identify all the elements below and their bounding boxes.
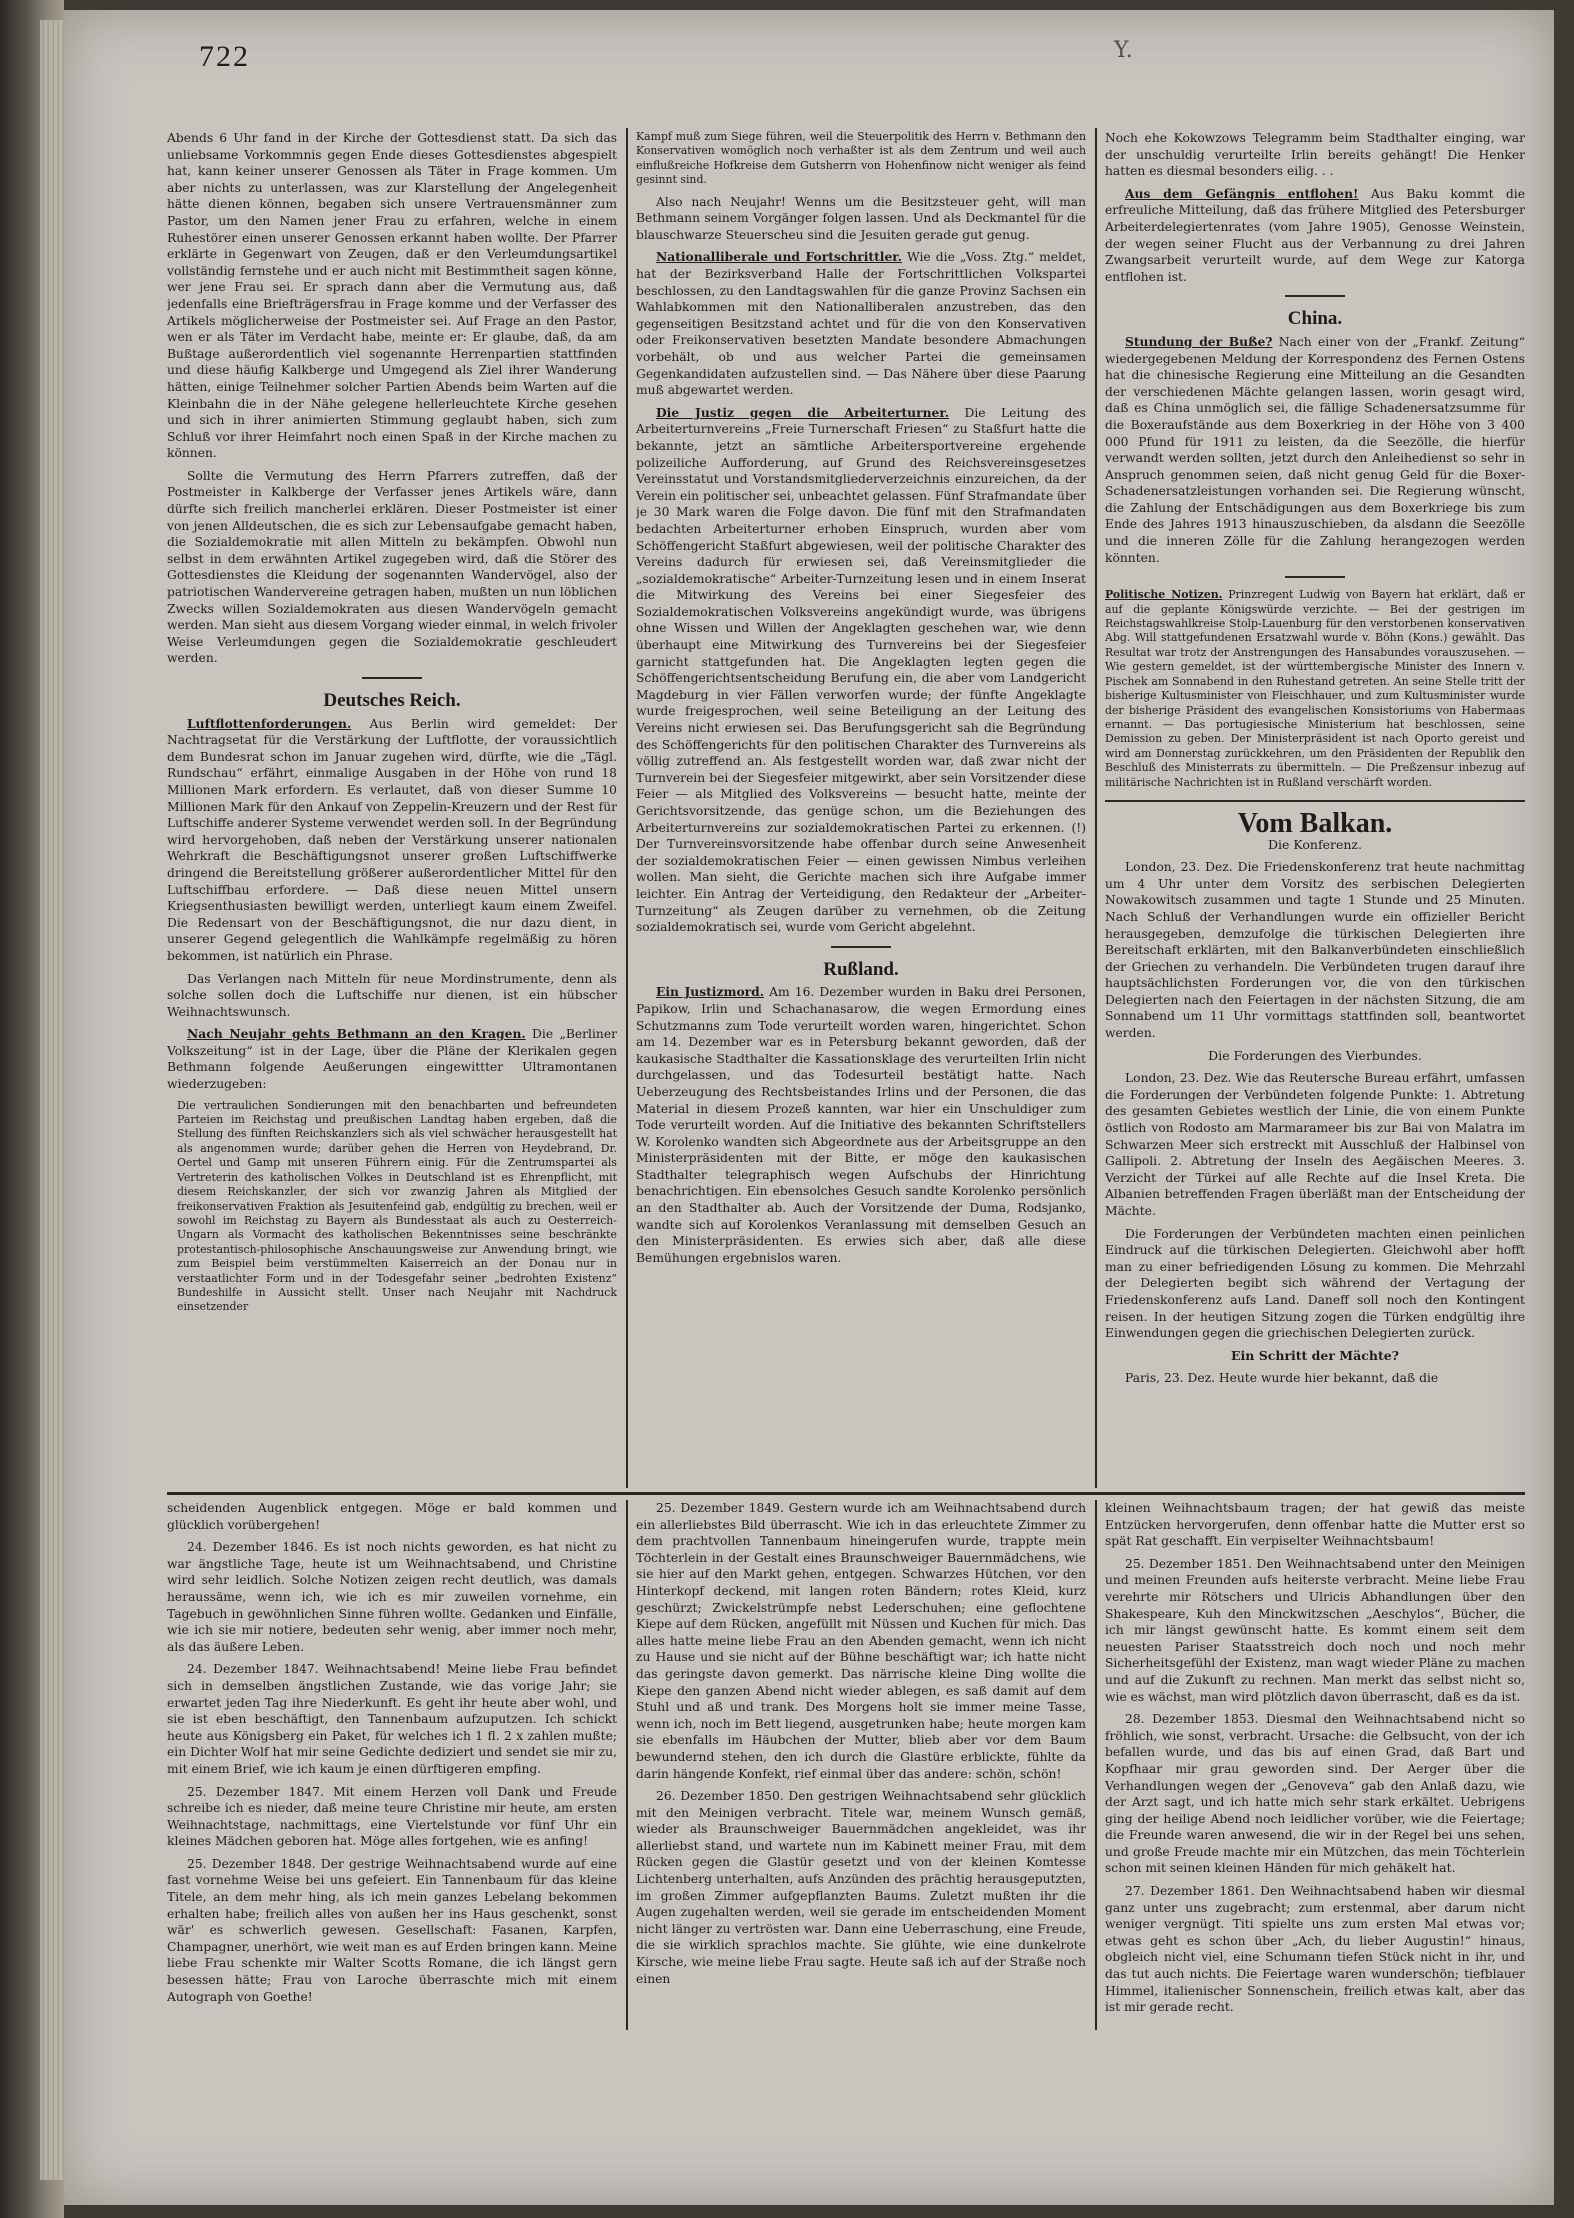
paragraph: Also nach Neujahr! Wenns um die Besitzsteuer geht, will man Bethmann seinem Vorgänger folgen lassen. Und als Deckmantel für die blauschwarze Steuerscheu sind die Jesuiten gerade gut genug.: [636, 194, 1086, 242]
feuilleton-rule: [167, 1492, 1525, 1495]
paragraph: 26. Dezember 1850. Den gestrigen Weihnachtsabend sehr glücklich mit den Meinigen verbracht. Titele war, meinem Wunsch gemäß, wieder als Braunschweiger Bauernmädchen angekleidet, was ihr allerliebst stand, und wartete nun im Kabinett meiner Frau, mit dem Rücken gegen die Glastür gesetzt und von der kleinen Komtesse Lichtenberg unterhalten, aufs Anzünden des prächtig herausgeputzten, im großen Zimmer aufgepflanzten Baums. Zuletzt mußten ihr die Augen zugehalten werden, weil sie gerade im entscheidenden Moment nicht länger zu vertrösten war. Dann eine Ueberraschung, eine Freude, die sie wirklich sprachlos machte. Sie glühte, wie eine dunkelrote Kirsche, wie meine liebe Frau sagte. Heute saß ich auf der Straße noch einen: [636, 1789, 1086, 1986]
page-stack-edge: [40, 20, 66, 2180]
paragraph: [636, 405, 1086, 936]
article-title: Politische Notizen.: [1105, 588, 1223, 602]
column-rule: [1095, 1500, 1097, 2030]
paragraph: scheidenden Augenblick entgegen. Möge er bald kommen und glücklich vorübergehen!: [167, 1501, 617, 1532]
article-body: Wie die „Voss. Ztg.“ meldet, hat der Bezirksverband Halle der Fortschrittlichen Volkspartei beschlossen, zu den Landtagswahlen für die ganze Provinz Sachsen ein Wahlabkommen mit den Nationalliberalen anzustreben, das den gegenseitigen Besitzstand achtet und für die von den Konservativen oder Freikonservativen besetzten Mandate besondere Abmachungen vorbehält, ob und aus welcher Partei die gemeinsamen Gegenkandidaten aufzustellen sind. — Das Nähere über diese Paarung muß abgewartet werden.: [636, 250, 1086, 398]
paragraph: Die Forderungen der Verbündeten machten einen peinlichen Eindruck auf die türkischen Delegierten. Gleichwohl aber hofft man zu einer befriedigenden Lösung zu kommen. Die Mehrzahl der Delegierten begibt sich während der Vertagung der Friedenskonferenz aufs Land. Daneff soll noch den Kontingent reisen. In der heutigen Sitzung zogen die Türken endgültig ihre Einwendungen gegen die griechischen Delegierten zurück.: [1105, 1226, 1525, 1341]
quotation: Die vertraulichen Sondierungen mit den benachbarten und befreundeten Parteien im Reichstag und preußischen Landtag haben ergeben, daß die Stellung des fünften Reichskanzlers sich als viel schwächer herausgestellt hat als angenommen wurde; darüber gehen die Herren von Heydebrand, Dr. Oertel und Gamp mit unseren Führern einig. Für die Zentrumspartei als Vertreterin des katholischen Volkes in Deutschland ist es Ehrenpflicht, mit diesem Reichskanzler, der sich vor zwanzig Jahren als Mitglied der freikonservativen Fraktion als Jesuitenfeind gab, endgültig zu brechen, weil er sowohl im Reichstag zu Bayern als Bundesstaat als auch zu Oesterreich-Ungarn als Vormacht des katholischen Bekenntnisses seine beschränkte protestantisch-philosophische Anschauungsweise zur Anwendung bringt, wie zum Beispiel beim verstümmelten Kaiserreich an der Donau nur in verstaatlichter Form und in der Todesgefahr seiner „bedrohten Existenz“ Bundeshilfe in Aussicht stellt. Unser nach Neujahr mit Nachdruck einsetzender: [177, 1098, 617, 1314]
column-3: [1105, 130, 1525, 1485]
feuilleton-column-3: [1105, 1500, 1525, 2035]
paragraph: Abends 6 Uhr fand in der Kirche der Gottesdienst statt. Da sich das unliebsame Vorkommnis gegen Ende dieses Gottesdienstes abgespielt hat, kann keiner unserer Genossen als Täter in Frage kommen. Um aber nichts zu unterlassen, was zur Klarstellung der Angelegenheit hätte dienen können, begaben sich unsere Vertrauensmänner zum Pastor, um den Namen jener Frau zu erfahren, welche in einem Ruhestörer einen unserer Genossen erkannt haben wollte. Der Pfarrer erklärte in Gegenwart von Zeugen, daß er den Verleumdungsartikel vollständig fernstehe und er auch nicht mit Bestimmtheit sagen könne, wer jene Frau sei. Er sprach dann aber die Vermutung aus, daß jedenfalls eine Briefträgersfrau in Frage komme und der Verfasser des Artikels möglicherweise der Postmeister sei. Auf Frage an den Pastor, wen er als Täter im Verdacht habe, meinte er: Er glaube, daß, da am Bußtage außerordentlich viel sogenannte Herrenpartien stattfinden und diese häufig Kalkberge und Umgegend als Ziel ihrer Wanderung hätten, einige Teilnehmer solcher Partien Abends beim Warten auf die Kleinbahn die in der Nähe gelegene hellerleuchtete Kirche gesehen und sich in ihrer animierten Stimmung geglaubt haben, sich zum Schluß vor ihrer Heimfahrt noch einen Spaß in der Kirche machen zu können.: [167, 131, 617, 461]
paragraph: Paris, 23. Dez. Heute wurde hier bekannt, daß die: [1125, 1371, 1439, 1386]
column-2: [636, 130, 1086, 1485]
article-title: Nach Neujahr gehts Bethmann an den Kragen.: [187, 1026, 526, 1042]
article-body: Aus Baku kommt die erfreuliche Mitteilung, daß das frühere Mitglied des Petersburger Arbeiterdelegiertenrates (vom Jahre 1905), Genosse Weinstein, der wegen seiner Flucht aus der Verbannung zu drei Jahren Zwangsarbeit verurteilt wurde, auf dem Wege zur Katorga entflohen ist.: [1105, 186, 1525, 284]
paragraph: 25. Dezember 1848. Der gestrige Weihnachtsabend wurde auf eine fast vornehme Weise bei uns gefeiert. Ein Tannenbaum für das kleine Titele, an dem mehr hing, als ich mein ganzes Lebelang bekommen erhalten habe; freilich alles von außen her ins Haus geschenkt, sonst wär' es schwerlich gewesen. Gesellschaft: Fasanen, Karpfen, Champagner, unerhört, wie weit man es auf Erden bringen kann. Meine liebe Frau schenkte mir Walter Scotts Romane, die ich längst gern besessen hätte; Frau von Laroche überraschte mich mit einem Autograph von Goethe!: [167, 1856, 617, 2004]
paragraph: Noch ehe Kokowzows Telegramm beim Stadthalter einging, war der unschuldig verurteilte Irlin bereits gehängt! Die Henker hatten es diesmal besonders eilig. . .: [1105, 131, 1525, 179]
section-heading: Vom Balkan.: [1237, 807, 1393, 839]
paragraph: [1105, 334, 1525, 566]
paragraph: [636, 249, 1086, 398]
section-divider: [1105, 800, 1525, 802]
column-rule: [626, 128, 628, 1488]
section-heading: Rußland.: [823, 958, 899, 980]
paragraph: [1105, 588, 1525, 790]
paragraph: Das Verlangen nach Mitteln für neue Mordinstrumente, denn als solche sollen doch die Luftschiffe nur dienen, ist ein hübscher Weihnachtswunsch.: [167, 971, 617, 1019]
quotation: Kampf muß zum Siege führen, weil die Steuerpolitik des Herrn v. Bethmann den Konservativen womöglich noch verhaßter ist als dem Zentrum und weil auch einflußreiche Hofkreise dem Gutsherrn von Hohenfinow nicht weniger als feind gesinnt sind.: [636, 130, 1086, 187]
article-title: Aus dem Gefängnis entflohen!: [1125, 185, 1359, 201]
paragraph: London, 23. Dez. Wie das Reutersche Bureau erfährt, umfassen die Forderungen der Verbündeten folgende Punkte: 1. Abtretung des gesamten Gebietes westlich der Linie, die von einem Punkte östlich von Rodosto am Marmarameer bis zur Bai von Malatra im Schwarzen Meer sich erstreckt mit Ausschluß der Halbinsel von Gallipoli. 2. Abtretung der Inseln des Aegäischen Meeres. 3. Verzicht der Türkei auf alle Rechte auf die Insel Kreta. Die Albanien betreffenden Fragen überläßt man der Entscheidung der Mächte.: [1105, 1071, 1525, 1218]
article-body: Die Leitung des Arbeiterturnvereins „Freie Turnerschaft Friesen“ zu Staßfurt hatte die bekannte, jetzt an sämtliche Arbeitersportvereine ergehende polizeiliche Aufforderung, auf Grund des Reichsvereinsgesetzes Vereinsstatut und Vorstandsmitgliederverzeichnis einzureichen, da der Verein ein politischer sei, unbeachtet gelassen. Fünf Strafmandate über je 30 Mark waren die Folge davon. Die fünf mit den Strafmandaten bedachten Arbeiterturner erhoben Einspruch, wurden aber vom Schöffengericht Staßfurt abgewiesen, weil der politische Charakter des Vereins dadurch für erwiesen sei, daß Vereinsmitglieder die „sozialdemokratische“ Arbeiter-Turnzeitung lesen und in einem Inserat die Mitwirkung des Vereins bei einer Siegesfeier des Sozialdemokratischen Volksvereins angekündigt wurde, was übrigens ohne Wissen und Willen der Angeklagten geschehen war, wie denn überhaupt eine Mitwirkung des Turnvereins bei der Siegesfeier garnicht stattgefunden hat. Die Angeklagten legten gegen die Schöffengerichtsentscheidung Berufung ein, die aber vom Landgericht Magdeburg in vier Fällen verworfen wurde; der fünfte Angeklagte wurde freigesprochen, weil seine Beteiligung an der Leitung des Vereins nicht erwiesen sei. Das Berufungsgericht sah die Begründung des Schöffengerichts für den politischen Charakter des Turnvereins als völlig zutreffend an. Als festgestellt worden war, daß zwar nicht der Turnverein bei der Siegesfeier mitgewirkt, aber sein Vorsitzender diese Feier — als Mitglied des Volksvereins — besucht hatte, meinte der Gerichtsvorsitzende, das genüge schon, um die Beziehungen des Arbeiterturnvereins zur sozialdemokratischen Partei zu erkennen. (!) Der Turnvereinsvorsitzende habe offenbar durch seine Anwesenheit der sozialdemokratischen Feier — einen gewissen Nimbus verleihen wollen. Man sieht, die Gerichte machen sich ihre Aufgabe immer leichter. Ein Antrag der Verteidigung, den Redakteur der „Arbeiter-Turnzeitung“ als Zeugen darüber zu vernehmen, ob die Zeitung sozialdemokratisch sei, wurde vom Gericht abgelehnt.: [636, 405, 1086, 935]
article-title: Stundung der Buße?: [1125, 333, 1273, 349]
paragraph: 25. Dezember 1849. Gestern wurde ich am Weihnachtsabend durch ein allerliebstes Bild überrascht. Wie ich in das erleuchtete Zimmer zu dem prachtvollen Tannenbaum hineingerufen wurde, trappte mein Töchterlein in der Gestalt eines Braunschweiger Bauernmädchens, wie sie hier auf den Markt gehen, entgegen. Schwarzes Hütchen, vor den Hinterkopf deckend, mit langen roten Bändern; rotes Kleid, kurz geschürzt; Zwickelstrümpfe nebst Lederschuhen; eine geflochtene Kiepe auf dem Rücken, angefüllt mit Nüssen und Kuchen für mich. Das alles hatte meine liebe Frau an den Abenden gemacht, wenn ich nicht zu Hause und sie nicht auf der Bühne beschäftigt war; ich hatte nicht das geringste davon gemerkt. Das närrische kleine Ding wollte die Kiepe den ganzen Abend nicht wieder ablegen, es saß damit auf dem Stuhl und aß und trank. Des Morgens holt sie immer meine Tasse, wenn ich, noch im Bett liegend, ausgetrunken habe; heute morgen kam sie ebenfalls im Häubchen der Mutter, blieb aber vor dem Baum bewundernd stehen, den ich durch die Glastüre erblickte, fühlte da darin hängende Konfekt, rief einmal über das andere: schön, schön!: [636, 1501, 1086, 1781]
section-heading: Deutsches Reich.: [323, 690, 461, 711]
article-body: Die „Berliner Volkszeitung“ ist in der Lage, über die Pläne der Klerikalen gegen Bethmann folgende Aeußerungen eingewittter Ultramontanen wiederzugeben:: [167, 1027, 617, 1092]
column-rule: [1095, 128, 1097, 1488]
paragraph: [1105, 186, 1525, 286]
paragraph: 27. Dezember 1861. Den Weihnachtsabend haben wir diesmal ganz unter uns zugebracht; zum erstenmal, aber darum nicht weniger vergnügt. Titi spielte uns zum ersten Mal etwas vor; etwas geht es schon über „Ach, du lieber Augustin!“ hinaus, obgleich nicht viel, eine Schumann tiefen Stück nicht in ihr, und das tut auch nichts. Die Feiertage waren wunderschön; tiefblauer Himmel, italienischer Sonnenschein, freilich etwas kalt, aber das ist mir gerade recht.: [1105, 1884, 1525, 2015]
paragraph: [636, 984, 1086, 1266]
paragraph: London, 23. Dez. Die Friedenskonferenz trat heute nachmittag um 4 Uhr unter dem Vorsitz des serbischen Delegierten Nowakowitsch zusammen und tagte 1 Stunde und 25 Minuten. Nach Schluß der Verhandlungen wurde ein offizieller Bericht herausgegeben, demzufolge die türkischen Delegierten ihre Bereitschaft erklärten, mit den Balkanverbündeten einschließlich der Griechen zu verhandeln. Die Verbündeten trugen darauf ihre hauptsächlichsten Forderungen vor, die von den türkischen Delegierten nach den Feiertagen in der nächsten Sitzung, die am Sonnabend um 11 Uhr vormittags stattfinden soll, beantwortet werden.: [1105, 860, 1525, 1041]
article-body: Prinzregent Ludwig von Bayern hat erklärt, daß er auf die geplante Königswürde verzichte. — Bei der gestrigen im Reichstagswahlkreise Stolp-Lauenburg für den verstorbenen konservativen Abg. Will stattgefundenen Ersatzwahl wurde v. Böhn (Kons.) gewählt. Das Resultat war trotz der Anstrengungen des Hansabundes vorauszusehen. — Wie gestern gemeldet, ist der württembergische Minister des Innern v. Pischek am Sonnabend in den Ruhestand getreten. An seine Stelle tritt der bisherige Kultusminister von Fleischhauer, und zum Kultusminister wurde der bisherige Präsident des evangelischen Konsistoriums von Habermaas ernannt. — Das portugiesische Ministerium hat beschlossen, seine Demission zu geben. Der Ministerpräsident ist nach Oporto gereist und wird am Donnerstag zurückkehren, um den Präsidenten der Republik den Beschluß des Ministerrats zu übermitteln. — Die Preßzensur inbezug auf militärische Nachrichten ist in Rußland verschärft worden.: [1105, 588, 1525, 789]
article-title: Die Justiz gegen die Arbeiterturner.: [656, 404, 949, 420]
article-body: Aus Berlin wird gemeldet: Der Nachtragsetat für die Verstärkung der Luftflotte, der voraussichtlich dem Bundesrat schon im Januar zugehen wird, dürfte, wie die „Tägl. Rundschau“ erfährt, einmalige Ausgaben in der Höhe von rund 18 Millionen Mark erfordern. Es verlautet, daß von dieser Summe 10 Millionen Mark für den Ankauf von Zeppelin-Kreuzern und der Rest für Luftschiffe anderer Systeme verwendet werden soll. In der Begründung wird hervorgehoben, daß neben der Verstärkung unserer nationalen Wehrkraft die Beschäftigungsnot unserer großen Luftschiffwerke dringend die Bereitstellung größerer außerordentlicher Mittel für den Luftschiffbau erfordere. — Daß diese neuen Mittel unsern Kriegsenthusiasten bewilligt werden, unterliegt kaum einem Zweifel. Die Redensart von der Beschäftigungsnot, die nur dazu dient, in unserer Gegend gelegentlich die Wahlkämpfe regelmäßig zu hören bekommen, ist natürlich ein Phrase.: [167, 716, 617, 963]
feuilleton-column-1: [167, 1500, 617, 2035]
subheading: Die Konferenz.: [1268, 836, 1362, 852]
feuilleton-column-2: [636, 1500, 1086, 2035]
section-heading: China.: [1287, 308, 1343, 330]
article-title: Ein Justizmord.: [656, 984, 765, 1000]
paragraph: 28. Dezember 1853. Diesmal den Weihnachtsabend nicht so fröhlich, wie sonst, verbracht. Ursache: die Gelbsucht, von der ich befallen wurde, und das bis auf einen Grad, daß Bart und Kopfhaar mir grau geworden sind. Der Aerger über die Verhandlungen wegen der „Genoveva“ gab den Anlaß dazu, wie der Arzt sagt, und ich hatte mich sehr stark erkältet. Uebrigens ging der heilige Abend noch leidlicher vorüber, wie die Feiertage; die Freunde waren anwesend, die wir in der Regel bei uns sehen, und große Freude machte mir ein Mützchen, das mein Töchterlein schon mit seinen kleinen Händen für mich gehäkelt hat.: [1105, 1712, 1525, 1876]
column-rule: [626, 1500, 628, 2030]
section-divider: [362, 677, 422, 679]
article-body: Am 16. Dezember wurden in Baku drei Personen, Papikow, Irlin und Schachanasarow, die wegen Ermordung eines Schutzmanns zum Tode verurteilt worden waren, hingerichtet. Schon am 14. Dezember war es in Petersburg bekannt geworden, daß der kaukasische Stadthalter die Kassationsklage des verurteilten Irlin nicht durchgelassen, und das Todesurteil bestätigt hatte. Nach Ueberzeugung des Rechtsbeistandes Irlins und der Personen, die das Material in diesem Prozeß kannten, war hier ein Unschuldiger zum Tode verurteilt worden. Auf die Initiative des bekannten Schriftstellers W. Korolenko wandten sich Abgeordnete aus der Arbeitsgruppe an den Ministerpräsidenten mit der Bitte, er möge den kaukasischen Stadthalter telegraphisch wegen Aufschubs der Hinrichtung benachrichtigen. Ein ebensolches Gesuch sandte Korolenko persönlich an den Stadthalter ab. Auch der Vorsitzende der Duma, Rodsjanko, wandte sich auf Korolenkos Veranlassung mit demselben Gesuch an den Ministerpräsidenten. Es erwies sich aber, daß alle diese Bemühungen ergebnislos waren.: [636, 985, 1086, 1265]
page-number: 722: [199, 40, 250, 73]
subheading: Die Forderungen des Vierbundes.: [1208, 1047, 1422, 1063]
paragraph: 25. Dezember 1851. Den Weihnachtsabend unter den Meinigen und meinen Freunden aufs heiterste verbracht. Meine liebe Frau verehrte mir Rötschers und Ulricis Abhandlungen über den Shakespeare, Kuh den Minckwitzschen „Aeschylos“, Bücher, die ich mir längst gewünscht hatte. Es kommt einem seit dem neuesten Pariser Staatsstreich doch noch und noch mehr Sicherheitsgefühl der Existenz, man wagt wieder Pläne zu machen und auf die Zukunft zu rechnen. Man merkt das selbst nicht so, wie es wächst, man wird plötzlich davon überrascht, daß es da ist.: [1105, 1556, 1525, 1704]
paragraph: [167, 1026, 617, 1092]
paragraph: 24. Dezember 1847. Weihnachtsabend! Meine liebe Frau befindet sich in demselben ängstlichen Zustande, wie das vorige Jahr; sie erwartet jeden Tag ihre Niederkunft. Es geht ihr heute aber wohl, und sie ist eben beschäftigt, den Tannenbaum aufzuputzen. Ich schickt heute aus Königsberg ein Paket, für welches ich 1 fl. 2 x zahlen mußte; ein Dichter Wolf hat mir seine Gedichte dediziert und sendet sie mir zu, mit einem Brief, wie ich kaum je einen dürftigeren empfing.: [167, 1662, 617, 1776]
section-divider: [1285, 295, 1345, 297]
article-body: Nach einer von der „Frankf. Zeitung“ wiedergegebenen Meldung der Korrespondenz des Fernen Ostens hat die chinesische Regierung eine Mitteilung an die Gesandten der verschiedenen Mächte gelangen lassen, worin gesagt wird, daß es China unmöglich sei, die fällige Schadenersatzsumme für die Boxeraufstände aus dem Boxerkrieg in der Höhe von 3 400 000 Pfund für 1911 zu leisten, da die Seezölle, die hierfür verwandt werden sollten, jetzt durch den Anleihedienst so sehr in Anspruch genommen seien, daß nicht genug Geld für die Boxer-Schadenersatzleistungen vorhanden sei. Die Regierung wünscht, die Zahlung der Entschädigungen aus dem Boxerkriege bis zum Ende des Jahres 1913 hinauszuschieben, da alsdann die Seezölle und die inneren Zölle für die Zahlung herangezogen werden könnten.: [1105, 334, 1525, 565]
paragraph: Sollte die Vermutung des Herrn Pfarrers zutreffen, daß der Postmeister in Kalkberge der Verfasser jenes Artikels wäre, dann dürfte sich freilich mancherlei erklären. Dieser Postmeister ist einer von jenen Alldeutschen, die es sich zur Lebensaufgabe gemacht haben, die Sozialdemokratie mit allen Mitteln zu bekämpfen. Obwohl nun selbst in dem erwähnten Artikel zugegeben wird, daß die Störer des Gottesdienstes die Kleidung der sogenannten Wandervögel, also der patriotischen Wandervereine getragen haben, mußten un nun löblichen Zwecks willen Sozialdemokraten aus diesen Wandervögeln gemacht werden. Man sieht aus diesem Vorgang wieder einmal, in welch frivoler Weise Verleumdungen gegen die Sozialdemokratie geschleudert werden.: [167, 468, 617, 666]
page-stamp: Y.: [1114, 38, 1133, 63]
subheading: Ein Schritt der Mächte?: [1231, 1347, 1399, 1363]
newspaper-page: [64, 10, 1554, 2205]
column-1: [167, 130, 617, 1485]
paragraph: [167, 716, 617, 965]
section-divider: [1285, 576, 1345, 578]
article-title: Luftflottenforderungen.: [187, 715, 352, 731]
paragraph: 25. Dezember 1847. Mit einem Herzen voll Dank und Freude schreibe ich es nieder, daß meine teure Christine mir heute, am ersten Weihnachtstage, nachmittags, eine Viertelstunde vor fünf Uhr ein kleines Mädchen geboren hat. Möge alles fortgehen, wie es anfing!: [167, 1784, 617, 1849]
article-title: Nationalliberale und Fortschrittler.: [656, 249, 902, 265]
paragraph: 24. Dezember 1846. Es ist noch nichts geworden, es hat nicht zu war ängstliche Tage, heute ist um Weihnachtsabend, und Christine wird sehr leidlich. Solche Notizen zeigen recht deutlich, was damals heraussäme, wenn ich, wie ich es mir zuweilen vornehme, ein Tagebuch in gewöhnlichen Sinne führen wollte. Gedanken und Einfälle, wie ich sie mir notiere, bedeuten sehr wenig, aber immer noch mehr, als das äußere Leben.: [167, 1540, 617, 1654]
section-divider: [831, 946, 891, 948]
paragraph: kleinen Weihnachtsbaum tragen; der hat gewiß das meiste Entzücken hervorgerufen, denn offenbar hatte die Mutter erst so spät Rat geschafft. Ein verpiselter Weihnachtsbaum!: [1105, 1501, 1525, 1549]
